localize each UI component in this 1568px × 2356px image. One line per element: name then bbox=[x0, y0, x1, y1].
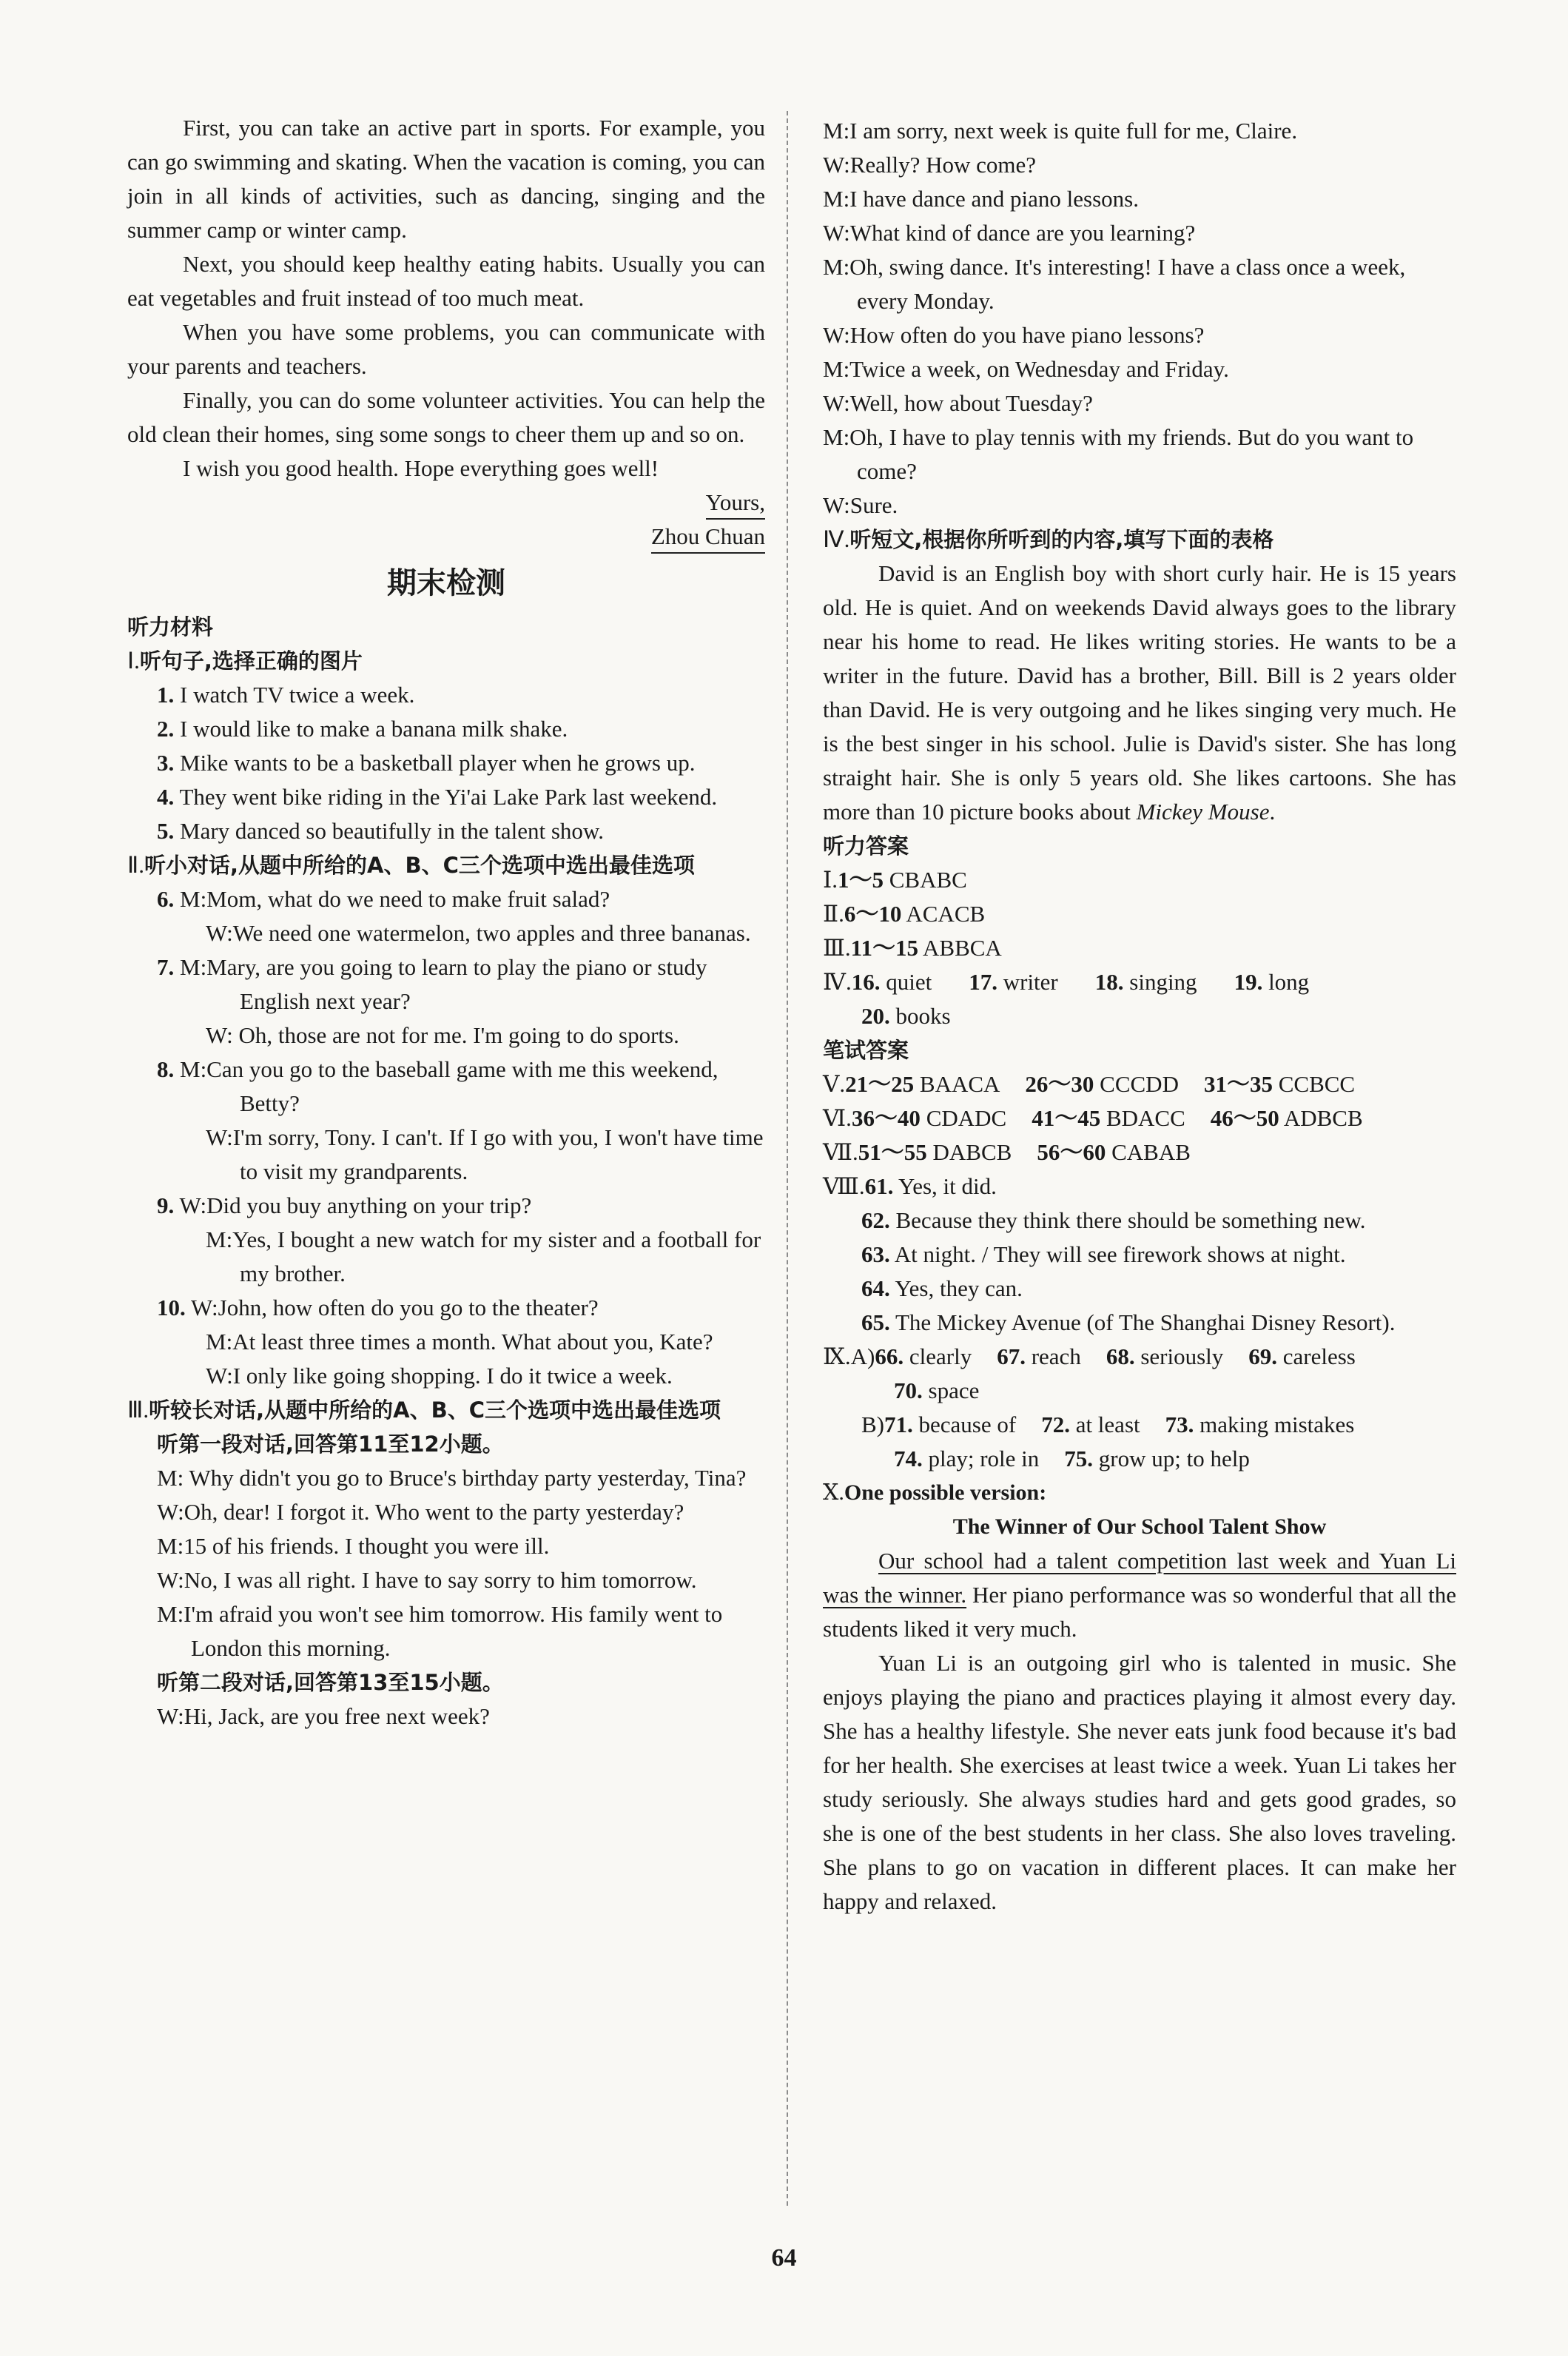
dialogue-line: 9. W:Did you buy anything on your trip? bbox=[157, 1192, 532, 1218]
dialogue-line: 6. M:Mom, what do we need to make fruit salad? bbox=[157, 886, 610, 912]
answer-row: Ⅴ.21～25 BAACA 26～30 CCCDD 31～35 CCBCC bbox=[823, 1071, 1356, 1097]
letter-paragraph: First, you can take an active part in sports. For example, you can go swimming and skating. When the vacation is coming, you can join in all kinds of activities, such as dancing, singing and the summer camp or winter camp. bbox=[127, 115, 765, 243]
section-1-title: 听句子,选择正确的图片 bbox=[139, 648, 363, 674]
list-item: 5. Mary danced so beautifully in the talent show. bbox=[157, 818, 605, 844]
list-item: 2. I would like to make a banana milk shake. bbox=[157, 716, 568, 742]
book-title: Mickey Mouse bbox=[1136, 799, 1270, 825]
section-4-heading bbox=[823, 523, 1456, 557]
dialogue-line: W:Hi, Jack, are you free next week? bbox=[157, 1703, 490, 1729]
listening-material-heading: 听力材料 bbox=[127, 614, 214, 640]
dialogue-line: 8. M:Can you go to the baseball game with me this weekend, Betty? bbox=[157, 1056, 719, 1116]
answer-row: B)71. because of 72. at least 73. making mistakes bbox=[861, 1412, 1355, 1437]
answer-row: 74. play; role in 75. grow up; to help bbox=[894, 1446, 1250, 1471]
answer-row: 62. Because they think there should be something new. bbox=[861, 1207, 1366, 1233]
answer-row: Ⅵ.36～40 CDADC 41～45 BDACC 46～50 ADBCB bbox=[823, 1105, 1363, 1131]
exam-title: 期末检测 bbox=[387, 566, 505, 600]
answer-row: 64. Yes, they can. bbox=[861, 1275, 1023, 1301]
letter-paragraph: Finally, you can do some volunteer activities. You can help the old clean their homes, sing some songs to cheer them up and so on. bbox=[127, 387, 765, 447]
answer-row: 65. The Mickey Avenue (of The Shanghai Disney Resort). bbox=[861, 1309, 1396, 1335]
underlined-sentence: Our school had a talent competition last week and Yuan Li was the winner. bbox=[823, 1548, 1456, 1608]
section-10-heading: Ⅹ.One possible version: bbox=[823, 1480, 1047, 1505]
dialogue-line: M:15 of his friends. I thought you were ill. bbox=[157, 1533, 550, 1559]
section-3-title: 听较长对话,从题中所给的A、B、C三个选项中选出最佳选项 bbox=[149, 1397, 721, 1423]
section-2-title: 听小对话,从题中所给的A、B、C三个选项中选出最佳选项 bbox=[144, 853, 695, 878]
section-3-label: Ⅲ. bbox=[127, 1397, 149, 1423]
section-4-passage: David is an English boy with short curly hair. He is 15 years old. He is quiet. And on weekends David always goes to the library near his home to read. He likes writing stories. He wants to be a writer in the future. David has a brother, Bill. Bill is 2 years older than David. He is very outgoing and he likes singing very much. He is the best singer in his school. Julie is David's sister. She has long straight hair. She is only 5 years old. She likes cartoons. She has more than 10 picture books about Mickey Mouse. bbox=[823, 560, 1456, 825]
answer-row: Ⅷ.61. Yes, it did. bbox=[823, 1173, 997, 1199]
answer-row: 70. space bbox=[894, 1377, 980, 1403]
section-2-heading bbox=[127, 848, 765, 882]
listening-answers-heading: 听力答案 bbox=[823, 833, 909, 859]
section-1-heading bbox=[127, 644, 765, 678]
letter-paragraph: When you have some problems, you can communicate with your parents and teachers. bbox=[127, 319, 765, 379]
section-1-label: Ⅰ. bbox=[127, 648, 140, 674]
answer-row: 20. books bbox=[861, 1003, 951, 1029]
letter-paragraph: I wish you good health. Hope everything goes well! bbox=[183, 455, 659, 481]
dialogue-line: 7. M:Mary, are you going to learn to play the piano or study English next year? bbox=[157, 954, 707, 1014]
dialogue-line: M:I have dance and piano lessons. bbox=[823, 186, 1139, 212]
written-answers-heading: 笔试答案 bbox=[823, 1038, 909, 1063]
dialogue-line: M:I am sorry, next week is quite full for me, Claire. bbox=[823, 118, 1298, 144]
section-3-part1-heading: 听第一段对话,回答第11至12小题。 bbox=[157, 1432, 504, 1457]
essay-title: The Winner of Our School Talent Show bbox=[952, 1514, 1327, 1539]
dialogue-line: W:No, I was all right. I have to say sorry to him tomorrow. bbox=[157, 1567, 697, 1593]
letter-signature: Zhou Chuan bbox=[651, 521, 765, 554]
dialogue-line: W:Oh, dear! I forgot it. Who went to the party yesterday? bbox=[157, 1499, 684, 1525]
dialogue-line: W:I'm sorry, Tony. I can't. If I go with you, I won't have time to visit my grandparents. bbox=[206, 1124, 764, 1184]
section-4-label: Ⅳ. bbox=[823, 526, 850, 552]
dialogue-line: M:Oh, swing dance. It's interesting! I have a class once a week, every Monday. bbox=[823, 254, 1406, 314]
answer-row: Ⅸ.A)66. clearly 67. reach 68. seriously 69. careless bbox=[823, 1343, 1356, 1369]
dialogue-line: M:I'm afraid you won't see him tomorrow. His family went to London this morning. bbox=[157, 1601, 723, 1661]
essay-paragraph: Yuan Li is an outgoing girl who is talented in music. She enjoys playing the piano and practices playing it almost every day. She has a healthy lifestyle. She never eats junk food because it's bad for her health. She exercises at least twice a week. Yuan Li takes her study seriously. She always studies hard and gets good grades, so she is one of the best students in her class. She also loves traveling. She plans to go on vacation in different places. It can make her happy and relaxed. bbox=[823, 1650, 1456, 1914]
right-column bbox=[823, 114, 1456, 1919]
section-2-label: Ⅱ. bbox=[127, 852, 145, 878]
dialogue-line: W:What kind of dance are you learning? bbox=[823, 220, 1196, 246]
dialogue-line: W: Oh, those are not for me. I'm going to do sports. bbox=[206, 1022, 679, 1048]
column-divider bbox=[787, 111, 788, 2206]
list-item: 4. They went bike riding in the Yi'ai Lake Park last weekend. bbox=[157, 784, 718, 810]
dialogue-line: M:At least three times a month. What about you, Kate? bbox=[206, 1329, 713, 1355]
dialogue-line: M:Twice a week, on Wednesday and Friday. bbox=[823, 356, 1229, 382]
dialogue-line: M:Yes, I bought a new watch for my sister and a football for my brother. bbox=[206, 1226, 761, 1286]
letter-closing: Yours, bbox=[706, 487, 765, 520]
section-3-part2-heading: 听第二段对话,回答第13至15小题。 bbox=[157, 1670, 504, 1695]
list-item: 1. I watch TV twice a week. bbox=[157, 682, 415, 708]
page-number: 64 bbox=[771, 2244, 797, 2272]
answer-row: Ⅲ.11～15 ABBCA bbox=[823, 935, 1002, 961]
answer-row: Ⅱ.6～10 ACACB bbox=[823, 901, 986, 927]
dialogue-line: W:How often do you have piano lessons? bbox=[823, 322, 1205, 348]
section-3-heading bbox=[127, 1393, 765, 1427]
dialogue-line: W:Well, how about Tuesday? bbox=[823, 390, 1093, 416]
letter-paragraph: Next, you should keep healthy eating habits. Usually you can eat vegetables and fruit instead of too much meat. bbox=[127, 251, 765, 311]
essay-paragraph: Our school had a talent competition last week and Yuan Li was the winner. Her piano performance was so wonderful that all the students liked it very much. bbox=[823, 1548, 1456, 1642]
dialogue-line: W:We need one watermelon, two apples and three bananas. bbox=[206, 920, 751, 946]
dialogue-line: W:I only like going shopping. I do it twice a week. bbox=[206, 1363, 673, 1389]
answer-row: 63. At night. / They will see firework shows at night. bbox=[861, 1241, 1346, 1267]
section-4-title: 听短文,根据你所听到的内容,填写下面的表格 bbox=[849, 527, 1274, 552]
dialogue-line: W:Sure. bbox=[823, 492, 898, 518]
left-column bbox=[127, 111, 765, 1734]
answer-row: Ⅰ.1～5 CBABC bbox=[823, 867, 967, 893]
list-item: 3. Mike wants to be a basketball player when he grows up. bbox=[157, 750, 696, 776]
dialogue-line: M:Oh, I have to play tennis with my friends. But do you want to come? bbox=[823, 424, 1414, 484]
answer-row: Ⅳ.16. quiet 17. writer 18. singing 19. long bbox=[823, 969, 1310, 995]
dialogue-line: 10. W:John, how often do you go to the theater? bbox=[157, 1295, 599, 1320]
answer-row: Ⅶ.51～55 DABCB 56～60 CABAB bbox=[823, 1139, 1191, 1165]
dialogue-line: M: Why didn't you go to Bruce's birthday party yesterday, Tina? bbox=[157, 1465, 747, 1491]
dialogue-line: W:Really? How come? bbox=[823, 152, 1037, 178]
